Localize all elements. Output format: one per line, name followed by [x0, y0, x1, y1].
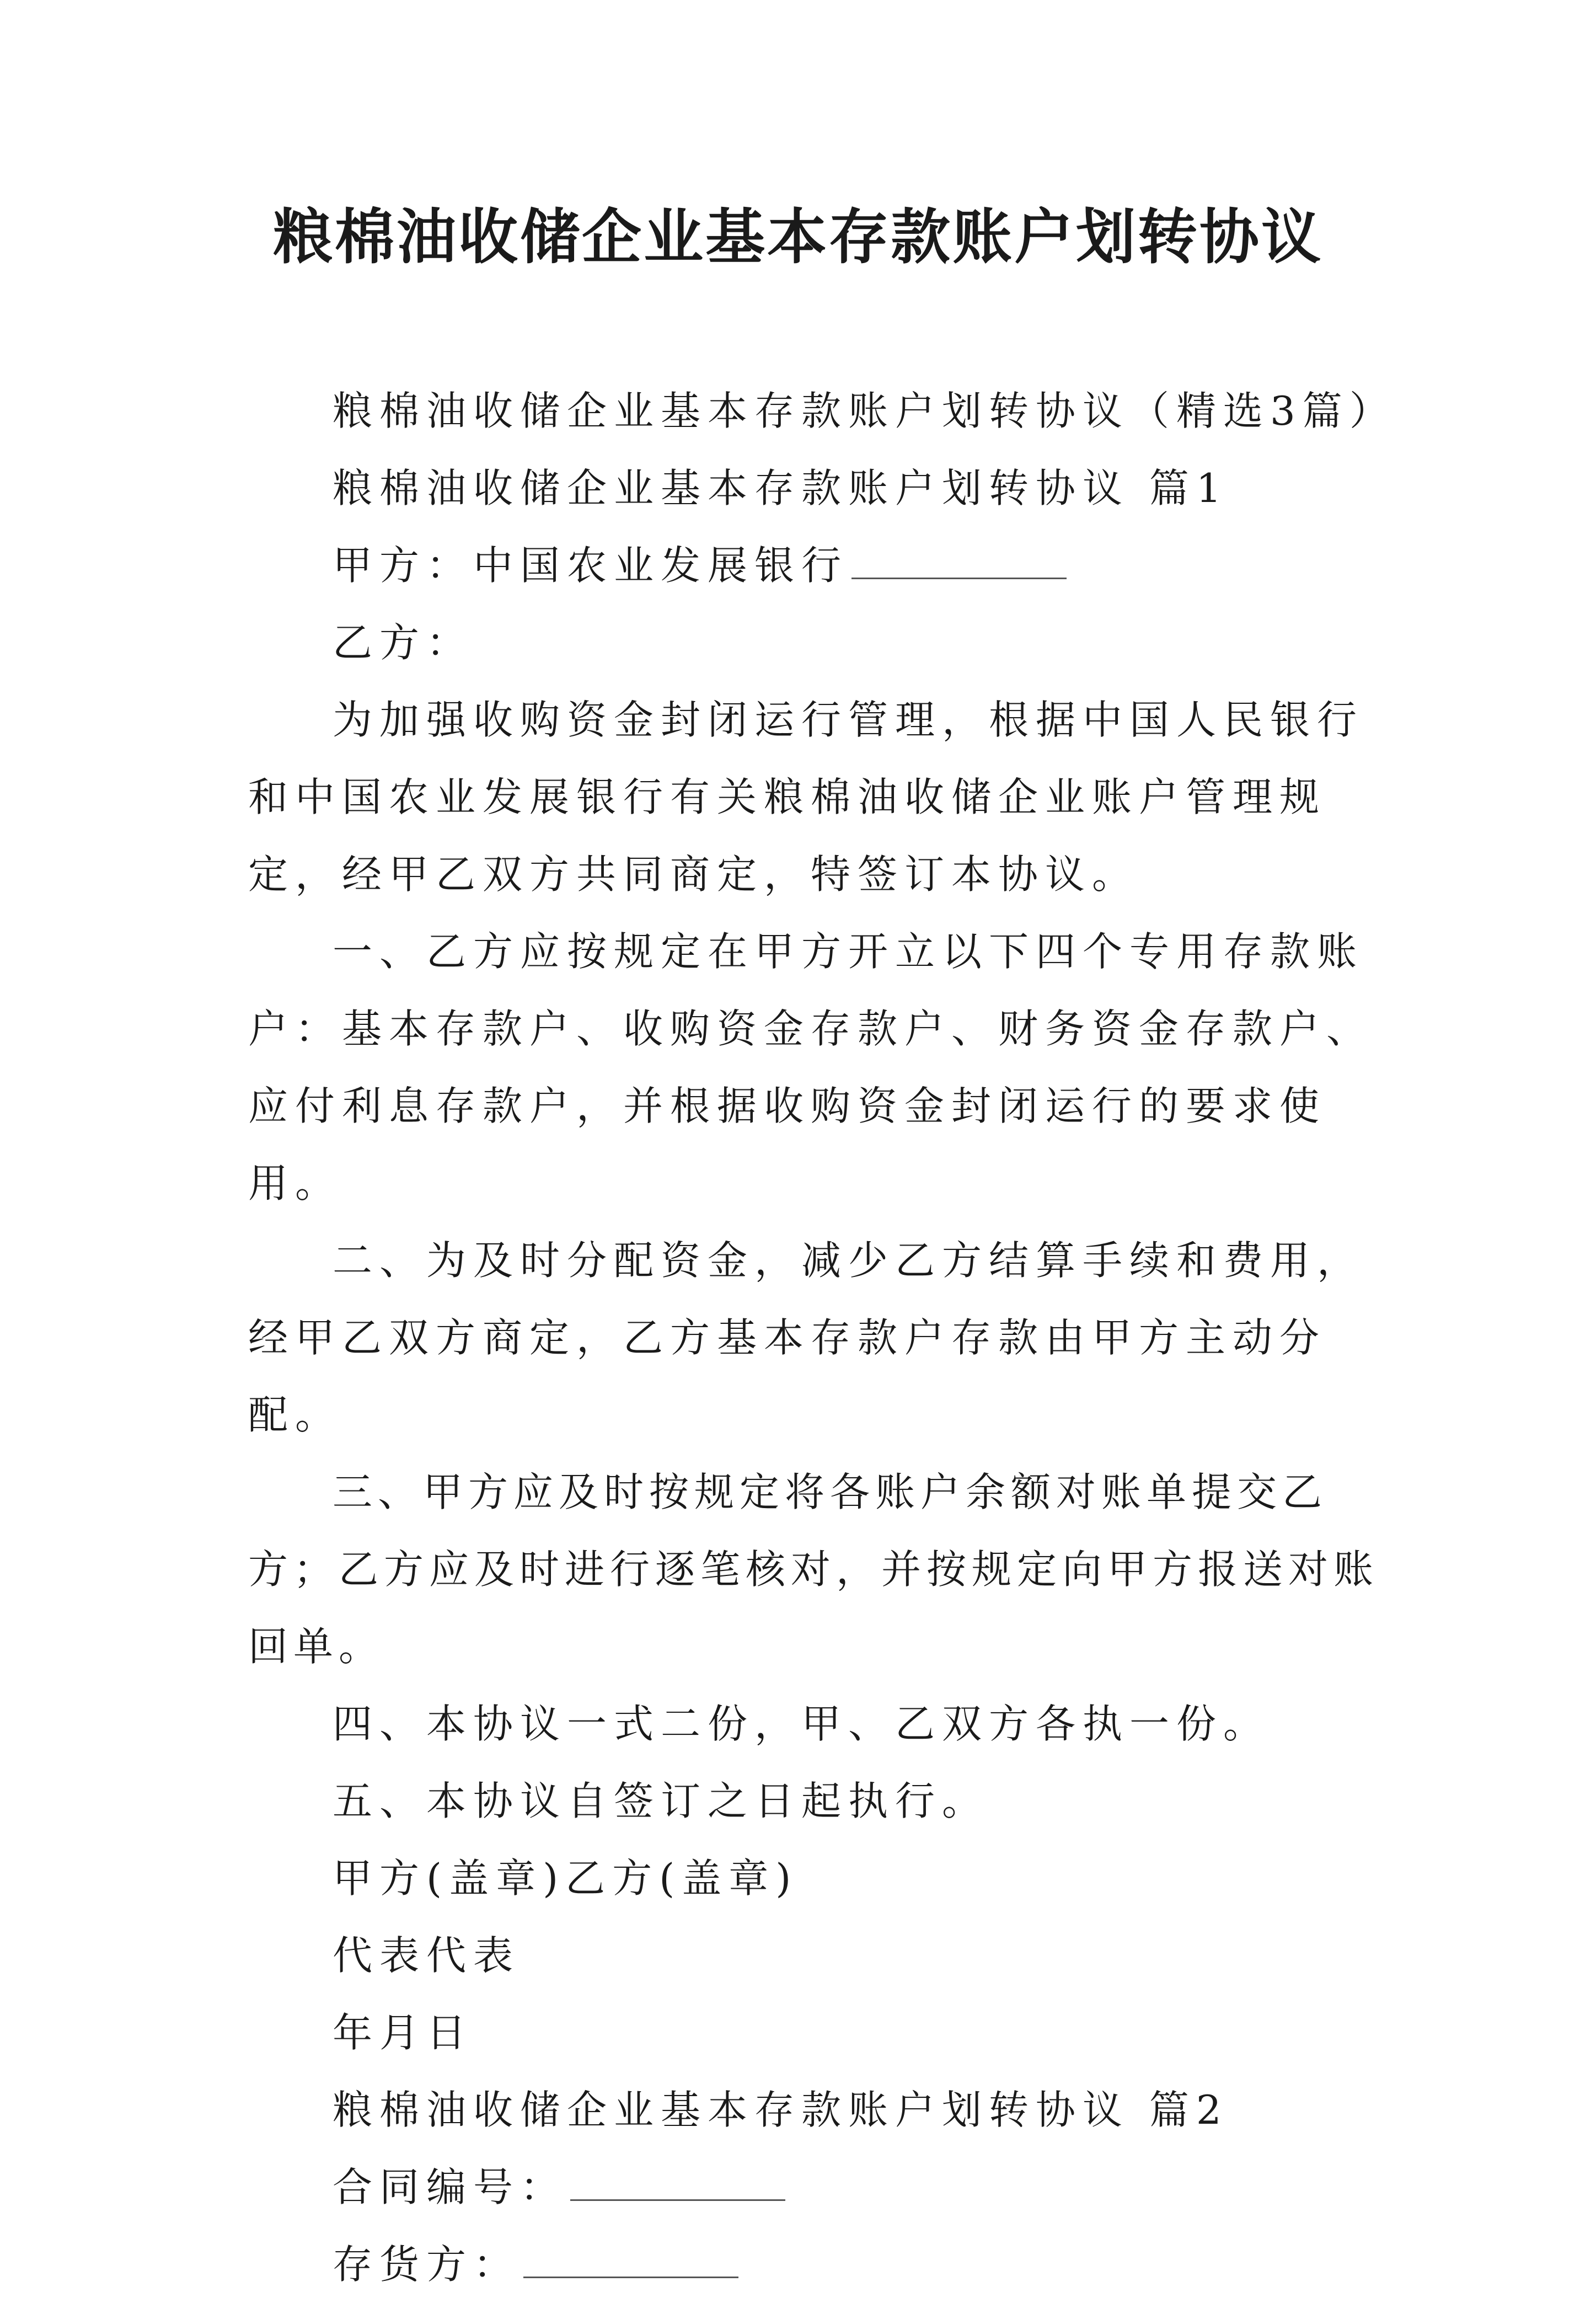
- depositor-line: [248, 2226, 1384, 2303]
- document-subtitle: 粮棉油收储企业基本存款账户划转协议（精选3篇）: [333, 388, 1396, 434]
- clause-5: 五、本协议自签订之日起执行。: [333, 1778, 989, 1824]
- clause-4: 四、本协议一式二份，甲、乙双方各执一份。: [333, 1701, 1271, 1747]
- clause-1: 一、乙方应按规定在甲方开立以下四个专用存款账户：基本存款户、收购资金存款户、财务资金存款户、应付利息存款户，并根据收购资金封闭运行的要求使用。: [248, 928, 1374, 1206]
- representative-line: 代表代表: [333, 1932, 521, 1979]
- depositor-blank: [523, 2238, 738, 2278]
- depositor-label: 存货方：: [333, 2241, 521, 2288]
- intro-paragraph: 为加强收购资金封闭运行管理，根据中国人民银行和中国农业发展银行有关粮棉油收储企业账户管理规定，经甲乙双方共同商定，特签订本协议。: [248, 697, 1364, 897]
- party-a-blank: [851, 539, 1067, 579]
- part1-heading: 粮棉油收储企业基本存款账户划转协议 篇1: [333, 465, 1229, 511]
- contract-no-label: 合同编号：: [333, 2164, 567, 2210]
- contract-no-blank: [570, 2161, 785, 2201]
- party-a-line: [248, 527, 1384, 604]
- part2-heading: 粮棉油收储企业基本存款账户划转协议 篇2: [333, 2087, 1229, 2133]
- party-a-label: 甲方：中国农业发展银行: [333, 542, 849, 589]
- document-body: [248, 372, 1396, 2303]
- clause-2: 二、为及时分配资金，减少乙方结算手续和费用，经甲乙双方商定，乙方基本存款户存款由甲方主动分配。: [248, 1237, 1364, 1438]
- contract-no-line: [248, 2149, 1384, 2226]
- clause-3: 三、甲方应及时按规定将各账户余额对账单提交乙方；乙方应及时进行逐笔核对，并按规定向甲方报送对账回单。: [248, 1469, 1379, 1670]
- date-line: 年月日: [333, 2010, 474, 2056]
- party-b-line: 乙方：: [333, 619, 474, 666]
- seal-line: 甲方(盖章)乙方(盖章): [333, 1855, 799, 1901]
- document-title: 粮棉油收储企业基本存款账户划转协议: [272, 202, 1323, 272]
